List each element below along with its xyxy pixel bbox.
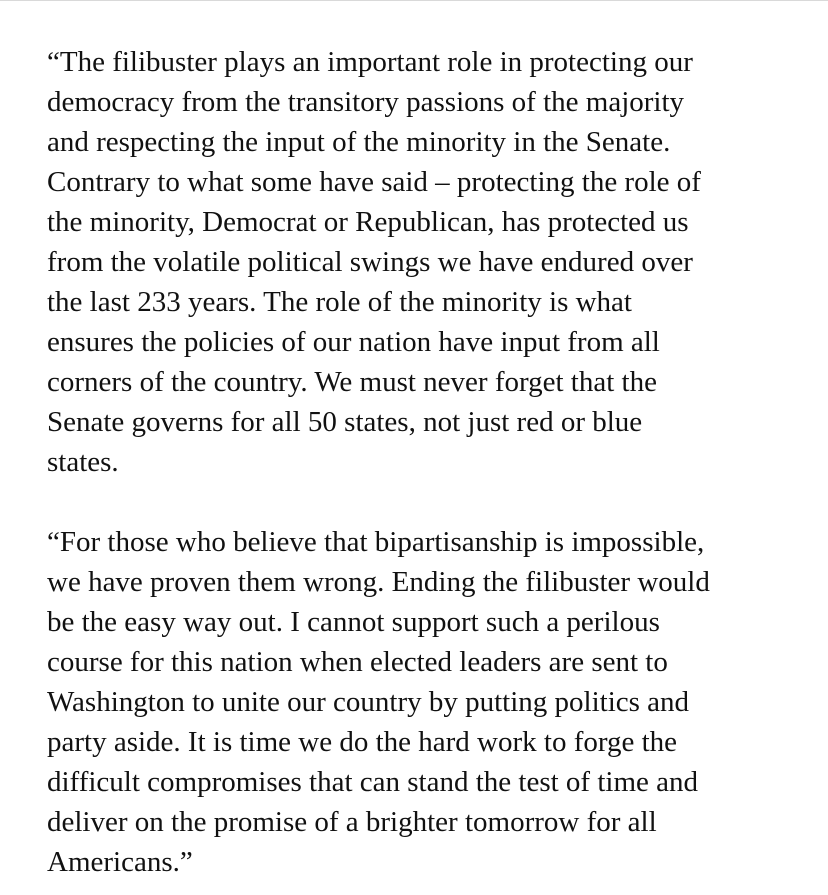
text-line: and respecting the input of the minority in the Senate. [47, 126, 671, 158]
text-line: deliver on the promise of a brighter tomorrow for all [47, 806, 657, 838]
text-line: be the easy way out. I cannot support such a perilous [47, 606, 660, 638]
text-line: the last 233 years. The role of the minority is what [47, 286, 632, 318]
text-line: states. [47, 446, 119, 478]
text-line: course for this nation when elected leaders are sent to [47, 646, 668, 678]
text-line: corners of the country. We must never forget that the [47, 366, 657, 398]
text-line: party aside. It is time we do the hard work to forge the [47, 726, 678, 758]
text-line: Senate governs for all 50 states, not just red or blue [47, 406, 643, 438]
text-line: Americans.” [47, 846, 193, 878]
text-line: the minority, Democrat or Republican, has protected us [47, 206, 689, 238]
text-line: Washington to unite our country by putting politics and [47, 686, 690, 718]
text-line: democracy from the transitory passions of the majority [47, 86, 685, 118]
statement-document [47, 42, 817, 882]
text-line: from the volatile political swings we have endured over [47, 246, 693, 278]
text-line: ensures the policies of our nation have input from all [47, 326, 660, 358]
text-line: we have proven them wrong. Ending the filibuster would [47, 566, 710, 598]
text-line: “The filibuster plays an important role in protecting our [47, 46, 693, 78]
text-line: difficult compromises that can stand the test of time and [47, 766, 698, 798]
top-divider [0, 0, 828, 1]
paragraph-2 [47, 522, 817, 882]
paragraph-1 [47, 42, 817, 482]
text-line: Contrary to what some have said – protecting the role of [47, 166, 701, 198]
paragraph-spacer [47, 482, 817, 522]
text-line: “For those who believe that bipartisanship is impossible, [47, 526, 705, 558]
